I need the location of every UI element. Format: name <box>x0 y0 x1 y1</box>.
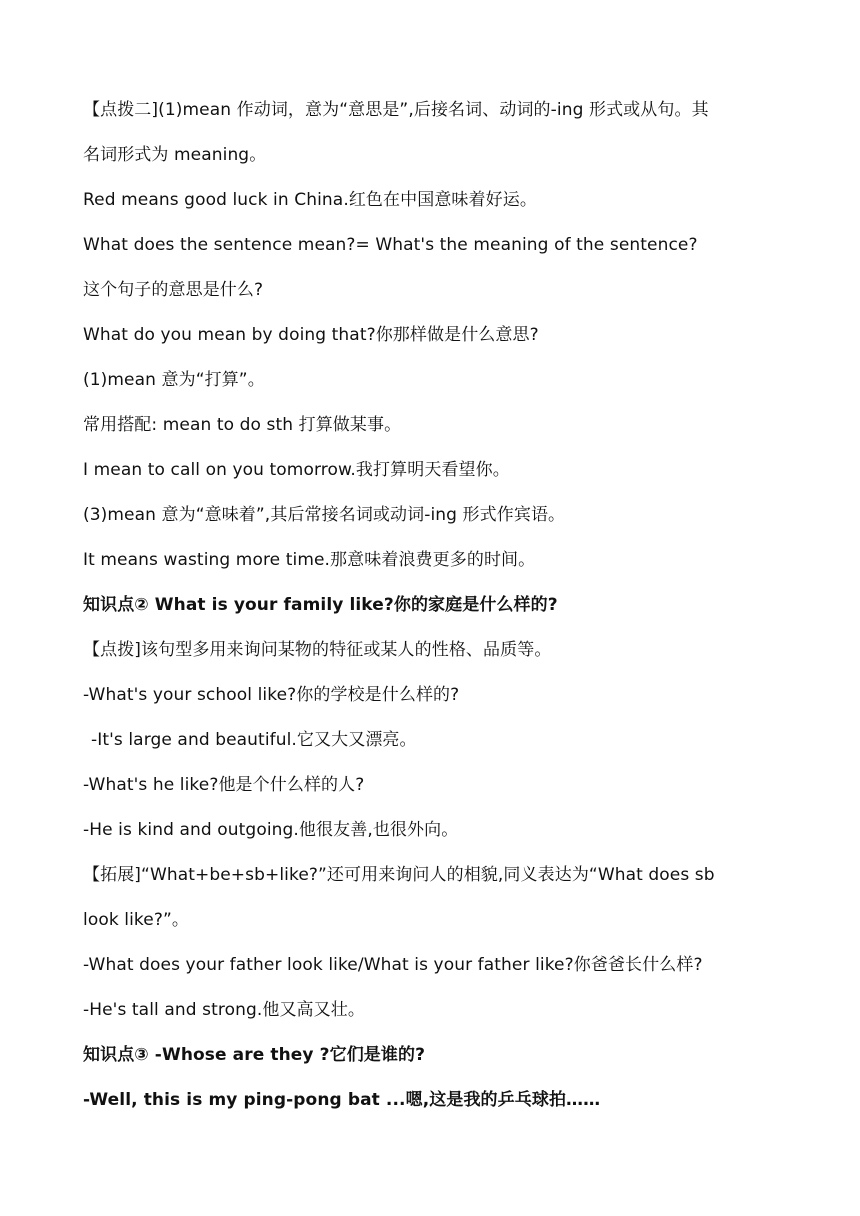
collocation-mean-to-do-line: 常用搭配: mean to do sth 打算做某事。 <box>83 415 402 435</box>
example-mean-to-call-line: I mean to call on you tomorrow.我打算明天看望你。 <box>83 460 510 480</box>
dialogue-he-answer-line: -He is kind and outgoing.他很友善,也很外向。 <box>83 820 459 840</box>
knowledge-point-2-heading: 知识点② What is your family like?你的家庭是什么样的? <box>83 595 558 615</box>
example-what-do-you-mean-line: What do you mean by doing that?你那样做是什么意思? <box>83 325 539 345</box>
ping-pong-bat-line: -Well, this is my ping-pong bat ...嗯,这是我的乒乓球拍…… <box>83 1090 601 1110</box>
dialogue-school-question-line: -What's your school like?你的学校是什么样的? <box>83 685 460 705</box>
example-wasting-time-line: It means wasting more time.那意味着浪费更多的时间。 <box>83 550 536 570</box>
extension-line: 【拓展]“What+be+sb+like?”还可用来询问人的相貌,同义表达为“What does sb <box>83 865 715 885</box>
dialogue-school-answer-line: -It's large and beautiful.它又大又漂亮。 <box>91 730 417 750</box>
example-sentence-mean-line: What does the sentence mean?= What's the meaning of the sentence? <box>83 235 698 255</box>
knowledge-point-3-heading: 知识点③ -Whose are they ?它们是谁的? <box>83 1045 426 1065</box>
document-page <box>83 88 783 1123</box>
dialogue-he-question-line: -What's he like?他是个什么样的人? <box>83 775 365 795</box>
dialogue-father-question-line: -What does your father look like/What is your father like?你爸爸长什么样? <box>83 955 703 975</box>
example-red-means-line: Red means good luck in China.红色在中国意味着好运。 <box>83 190 537 210</box>
mean-intend-line: (1)mean 意为“打算”。 <box>83 370 265 390</box>
tip-two-mean-verb-line: 【点拨二](1)mean 作动词，意为“意思是”,后接名词、动词的-ing 形式或从句。其 <box>83 100 709 120</box>
tip-sentence-pattern-line: 【点拨]该句型多用来询问某物的特征或某人的性格、品质等。 <box>83 640 552 660</box>
mean-signify-line: (3)mean 意为“意味着”,其后常接名词或动词-ing 形式作宾语。 <box>83 505 566 525</box>
translation-sentence-meaning-line: 这个句子的意思是什么? <box>83 280 264 300</box>
extension-continued-line: look like?”。 <box>83 910 189 930</box>
noun-form-line: 名词形式为 meaning。 <box>83 145 267 165</box>
dialogue-father-answer-line: -He's tall and strong.他又高又壮。 <box>83 1000 365 1020</box>
